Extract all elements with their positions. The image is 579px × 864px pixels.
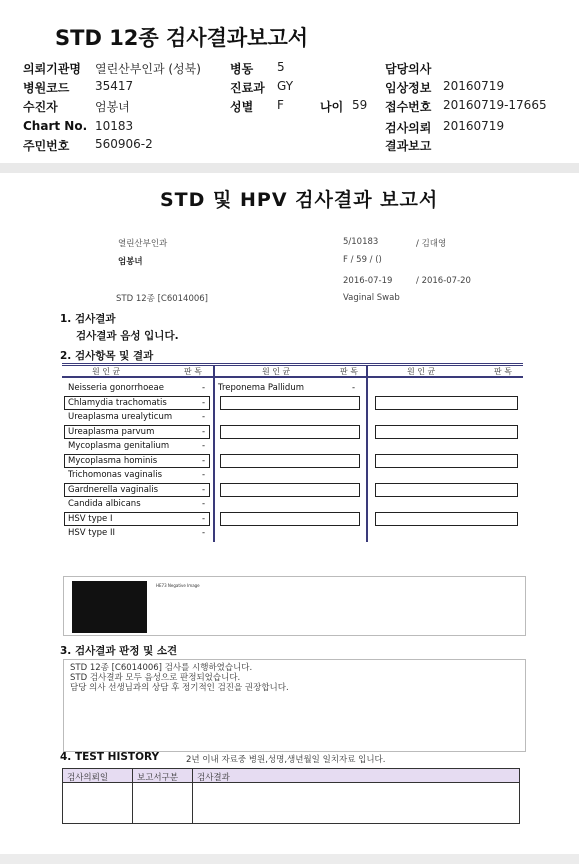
pathogen-name: Mycoplasma hominis bbox=[68, 455, 158, 466]
col-pathogen-2: 원 인 균 bbox=[262, 367, 291, 376]
ward-label: 병동 bbox=[230, 62, 254, 76]
doc-doctor: / 김대영 bbox=[416, 239, 447, 249]
pathogen-result: - bbox=[202, 426, 206, 437]
blank-box bbox=[220, 512, 360, 526]
separator-bar bbox=[0, 163, 579, 173]
column-divider bbox=[366, 366, 368, 542]
section-1-title: 1. 검사결과 bbox=[60, 313, 116, 325]
scanned-report bbox=[8, 173, 579, 854]
history-cell bbox=[63, 783, 133, 823]
treponema-result: - bbox=[352, 383, 356, 393]
findings-box bbox=[63, 659, 526, 752]
request-label: 검사의뢰 bbox=[385, 121, 432, 135]
pathogen-name: Gardnerella vaginalis bbox=[68, 484, 159, 495]
finding-line: 담당 의사 선생님과의 상담 후 정기적인 검진을 권장합니다. bbox=[70, 683, 289, 693]
results-grid bbox=[62, 363, 523, 539]
test-code: STD 12종 [C6014006] bbox=[116, 294, 208, 304]
pathogen-result: - bbox=[202, 513, 206, 524]
column-divider bbox=[213, 366, 215, 542]
gel-image bbox=[72, 581, 147, 633]
history-table bbox=[62, 768, 520, 824]
result-image-frame bbox=[63, 576, 526, 636]
pathogen-result: - bbox=[202, 455, 206, 466]
rrn-value: 560906-2 bbox=[95, 137, 153, 151]
section-4-title: 4. TEST HISTORY bbox=[60, 751, 160, 763]
dept-value: GY bbox=[277, 79, 294, 93]
section-2-title: 2. 검사항목 및 결과 bbox=[60, 350, 154, 362]
request-value: 20160719 bbox=[443, 119, 505, 133]
blank-box bbox=[220, 483, 360, 497]
pathogen-name: Neisseria gonorrhoeae bbox=[68, 383, 164, 393]
pathogen-result: - bbox=[202, 397, 206, 408]
col-result-2: 판 독 bbox=[340, 367, 358, 376]
image-caption: HE73 Negative Image bbox=[156, 583, 200, 588]
finding-line: STD 검사결과 모두 음성으로 판정되었습니다. bbox=[70, 673, 241, 683]
hospital-code-value: 35417 bbox=[95, 79, 134, 93]
pathogen-name: Chlamydia trachomatis bbox=[68, 397, 167, 408]
pathogen-name: Trichomonas vaginalis bbox=[68, 470, 163, 480]
chart-ref: 5/10183 bbox=[343, 237, 379, 247]
sex-label: 성별 bbox=[230, 100, 254, 114]
grid-header bbox=[62, 366, 523, 378]
sex-value: F bbox=[277, 98, 284, 112]
pathogen-name: Ureaplasma parvum bbox=[68, 426, 155, 437]
ward-value: 5 bbox=[277, 60, 285, 74]
history-col-report-type: 보고서구분 bbox=[133, 769, 193, 782]
blank-box bbox=[375, 483, 518, 497]
institution-label: 의뢰기관명 bbox=[23, 62, 81, 76]
treponema-name: Treponema Pallidum bbox=[218, 383, 304, 393]
clinical-value: 20160719 bbox=[443, 79, 505, 93]
age-value: 59 bbox=[352, 98, 368, 112]
pathogen-result: - bbox=[202, 499, 206, 509]
blank-box bbox=[220, 425, 360, 439]
pathogen-name: Mycoplasma genitalium bbox=[68, 441, 170, 451]
pathogen-result: - bbox=[202, 412, 206, 422]
clinic-name: 열린산부인과 bbox=[118, 239, 168, 249]
pathogen-name: Ureaplasma urealyticum bbox=[68, 412, 173, 422]
history-cell bbox=[133, 783, 193, 823]
finding-line: STD 12종 [C6014006] 검사를 시행하였습니다. bbox=[70, 663, 253, 673]
patient-value: 엄봉녀 bbox=[95, 100, 130, 114]
doc-title: STD 및 HPV 검사결과 보고서 bbox=[160, 189, 439, 211]
pathogen-name: Candida albicans bbox=[68, 499, 141, 509]
blank-box bbox=[220, 454, 360, 468]
chart-value: 10183 bbox=[95, 119, 134, 133]
clinical-label: 임상정보 bbox=[385, 81, 432, 95]
chart-label: Chart No. bbox=[23, 119, 88, 133]
receipt-label: 접수번호 bbox=[385, 100, 432, 114]
pathogen-name: HSV type I bbox=[68, 513, 113, 524]
age-label: 나이 bbox=[320, 100, 344, 114]
rrn-label: 주민번호 bbox=[23, 139, 70, 153]
report-title: STD 12종 검사결과보고서 bbox=[55, 26, 309, 50]
col-pathogen-3: 원 인 균 bbox=[407, 367, 436, 376]
date-reported: / 2016-07-20 bbox=[416, 276, 471, 286]
blank-box bbox=[375, 396, 518, 410]
pathogen-result: - bbox=[202, 470, 206, 480]
blank-box bbox=[220, 396, 360, 410]
history-note: 2년 이내 자료중 병원,성명,생년월일 일치자료 입니다. bbox=[186, 755, 386, 765]
bottom-bar bbox=[0, 854, 579, 864]
blank-box bbox=[375, 454, 518, 468]
pathogen-result: - bbox=[202, 383, 206, 393]
history-col-request-date: 검사의뢰일 bbox=[63, 769, 133, 782]
dept-label: 진료과 bbox=[230, 81, 265, 95]
col-result-1: 판 독 bbox=[184, 367, 202, 376]
institution-value: 열린산부인과 (성북) bbox=[95, 62, 201, 76]
history-cell bbox=[193, 783, 519, 823]
col-pathogen-1: 원 인 균 bbox=[92, 367, 121, 376]
specimen: Vaginal Swab bbox=[343, 293, 400, 303]
doctor-label: 담당의사 bbox=[385, 62, 432, 76]
date-received: 2016-07-19 bbox=[343, 276, 393, 286]
history-header-row bbox=[63, 769, 519, 783]
pathogen-result: - bbox=[202, 441, 206, 451]
col-result-3: 판 독 bbox=[494, 367, 512, 376]
blank-box bbox=[375, 425, 518, 439]
report-label: 결과보고 bbox=[385, 139, 432, 153]
section-3-title: 3. 검사결과 판정 및 소견 bbox=[60, 645, 178, 657]
doc-patient-name: 엄봉녀 bbox=[118, 257, 143, 267]
patient-label: 수진자 bbox=[23, 100, 58, 114]
pathogen-result: - bbox=[202, 484, 206, 495]
receipt-value: 20160719-17665 bbox=[443, 98, 547, 112]
section-1-result: 검사결과 음성 입니다. bbox=[76, 330, 179, 342]
pathogen-result: - bbox=[202, 528, 206, 538]
blank-box bbox=[375, 512, 518, 526]
sex-age: F / 59 / () bbox=[343, 255, 382, 265]
history-body-row bbox=[63, 783, 519, 823]
pathogen-name: HSV type II bbox=[68, 528, 116, 538]
history-col-result: 검사결과 bbox=[197, 773, 230, 783]
hospital-code-label: 병원코드 bbox=[23, 81, 70, 95]
